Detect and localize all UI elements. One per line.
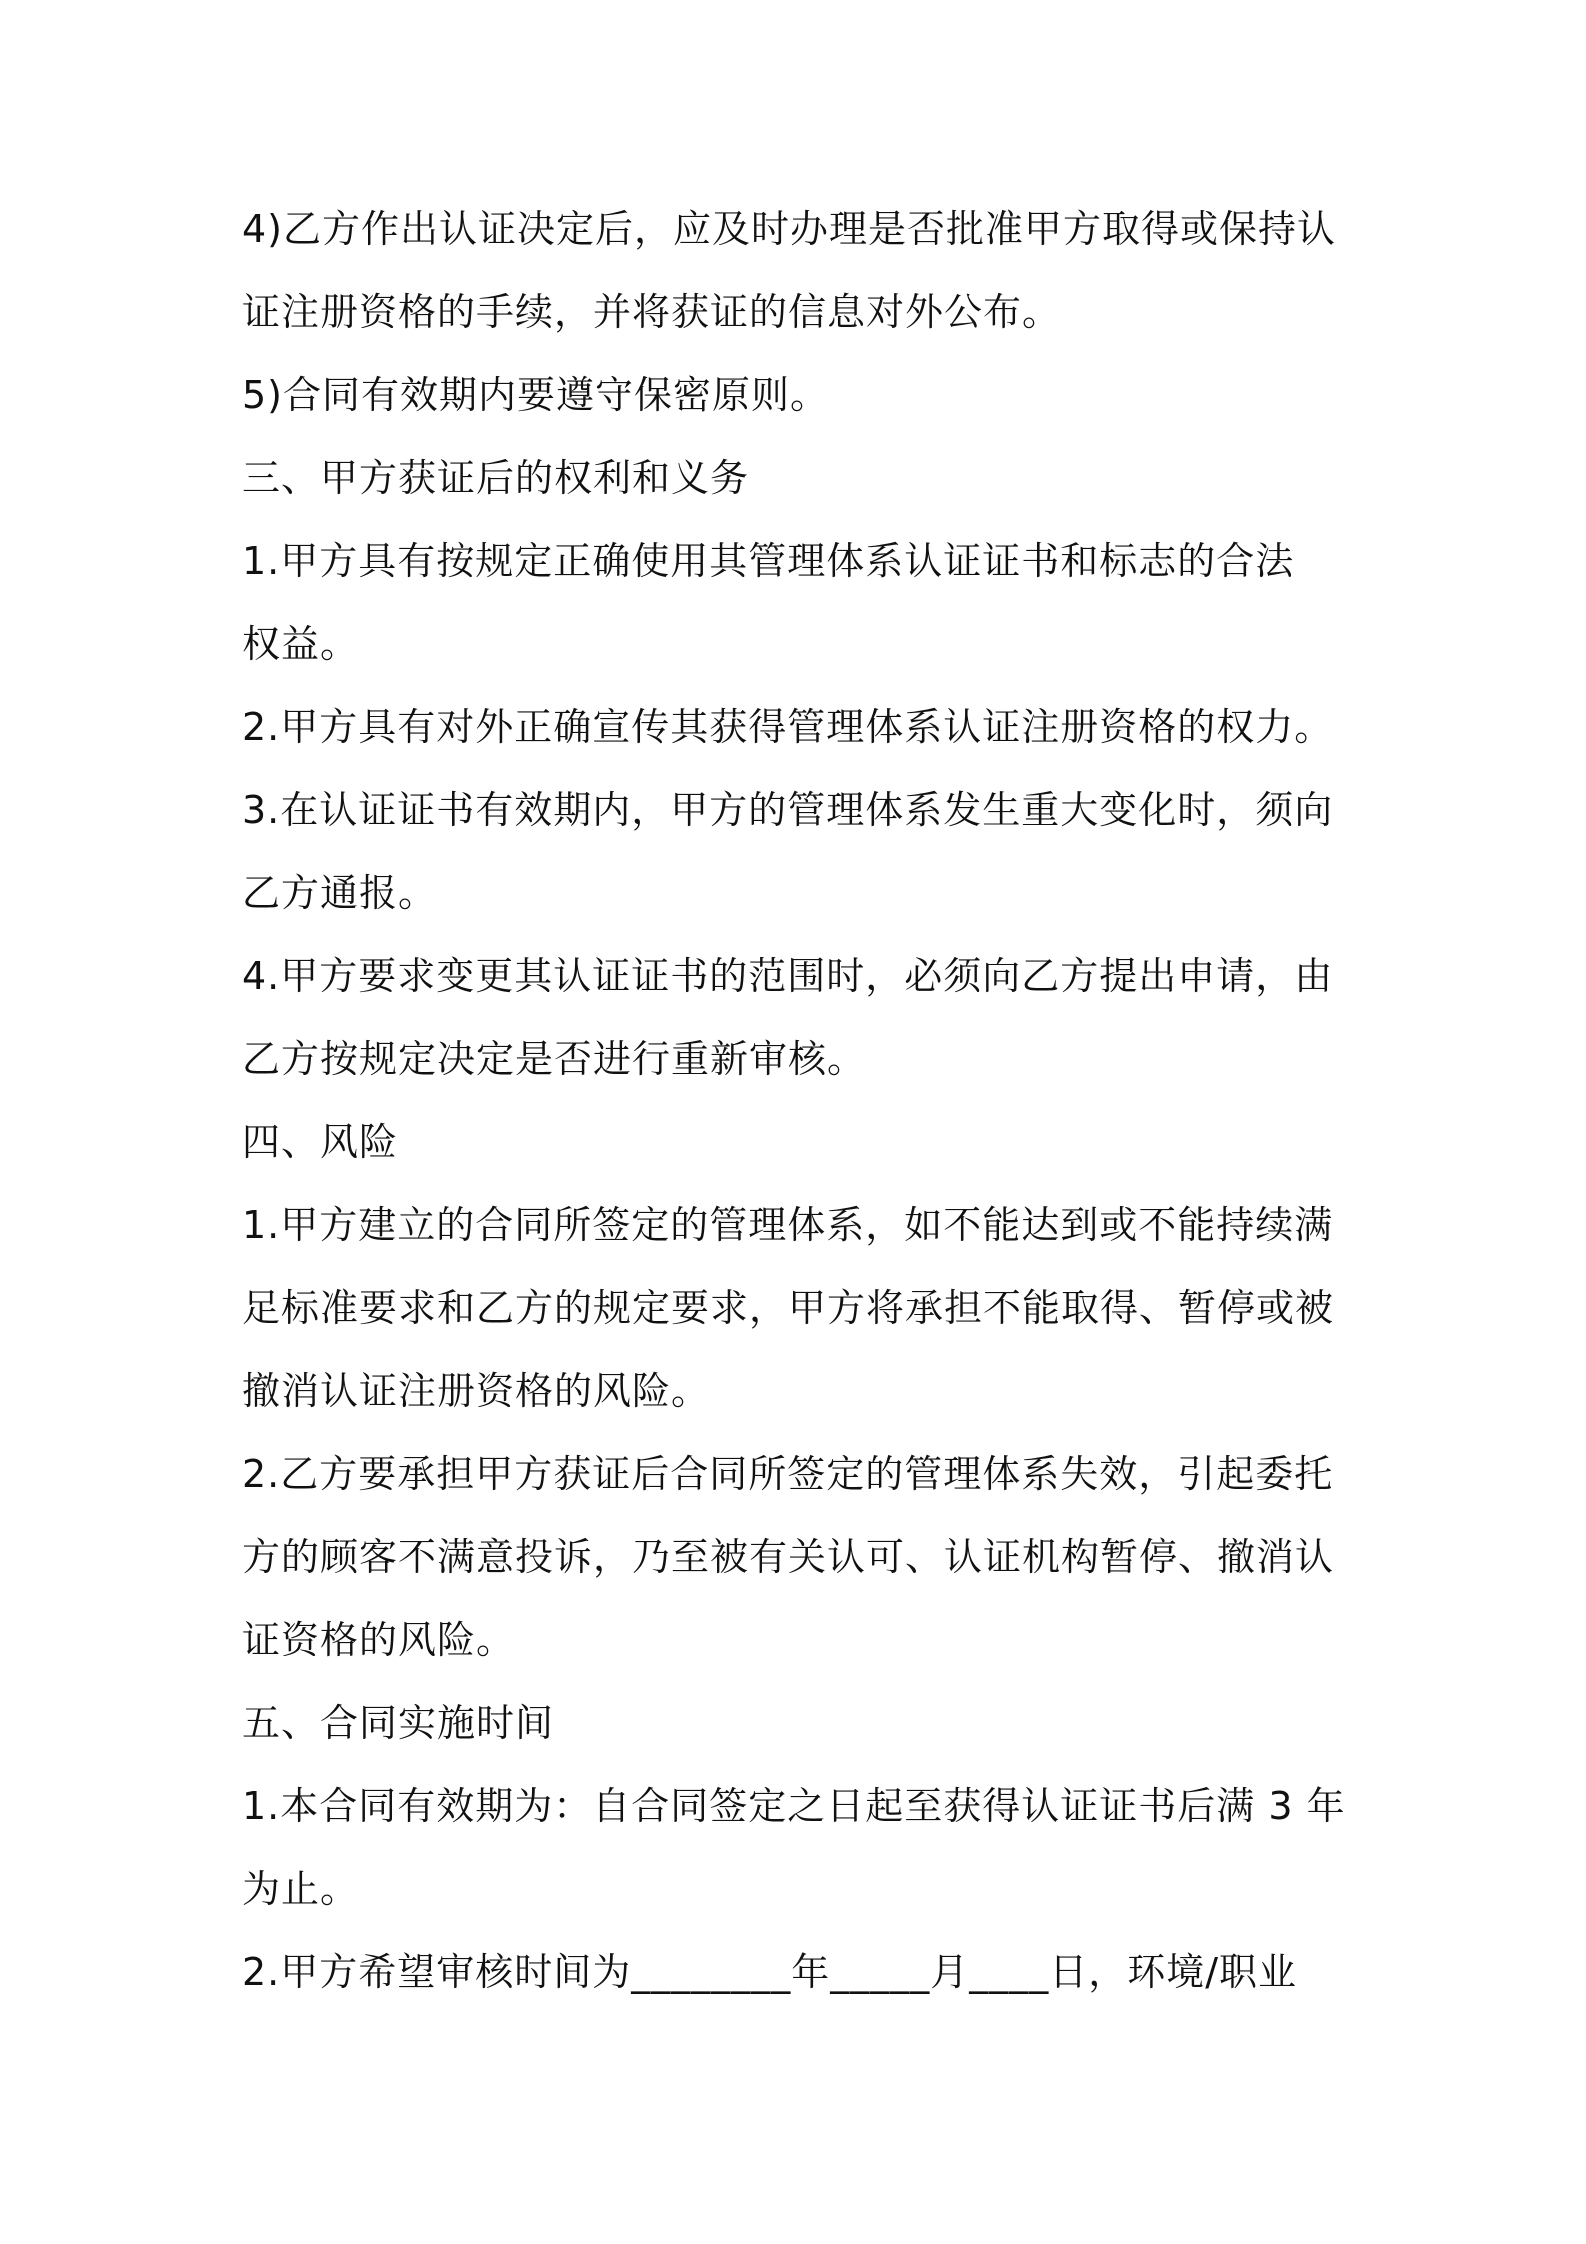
text-line-9: 乙方通报。 — [242, 871, 438, 915]
text-line-17: 方的顾客不满意投诉，乃至被有关认可、认证机构暂停、撤消认 — [242, 1535, 1335, 1579]
text-line-14: 足标准要求和乙方的规定要求，甲方将承担不能取得、暂停或被 — [242, 1286, 1335, 1330]
section-heading-4: 四、风险 — [242, 1120, 399, 1164]
text-line-21: 为止。 — [242, 1867, 360, 1911]
document-body — [242, 188, 1362, 2014]
text-line-5: 1.甲方具有按规定正确使用其管理体系认证证书和标志的合法 — [242, 539, 1295, 583]
section-heading-3: 三、甲方获证后的权利和义务 — [242, 456, 750, 500]
section-heading-5: 五、合同实施时间 — [242, 1701, 555, 1745]
text-line-3: 5)合同有效期内要遵守保密原则。 — [242, 373, 830, 417]
text-line-18: 证资格的风险。 — [242, 1618, 516, 1662]
text-line-15: 撤消认证注册资格的风险。 — [242, 1369, 711, 1413]
text-line-16: 2.乙方要承担甲方获证后合同所签定的管理体系失效，引起委托 — [242, 1452, 1334, 1496]
text-line-2: 证注册资格的手续，并将获证的信息对外公布。 — [242, 290, 1062, 334]
text-line-7: 2.甲方具有对外正确宣传其获得管理体系认证注册资格的权力。 — [242, 705, 1334, 749]
text-line-6: 权益。 — [242, 622, 360, 666]
text-line-8: 3.在认证证书有效期内，甲方的管理体系发生重大变化时，须向 — [242, 788, 1334, 832]
text-line-22: 2.甲方希望审核时间为________年_____月____日，环境/职业 — [242, 1950, 1298, 1994]
text-line-10: 4.甲方要求变更其认证证书的范围时，必须向乙方提出申请，由 — [242, 954, 1334, 998]
text-line-13: 1.甲方建立的合同所签定的管理体系，如不能达到或不能持续满 — [242, 1203, 1334, 1247]
text-line-1: 4)乙方作出认证决定后，应及时办理是否批准甲方取得或保持认 — [242, 207, 1337, 251]
text-line-11: 乙方按规定决定是否进行重新审核。 — [242, 1037, 867, 1081]
text-line-20: 1.本合同有效期为：自合同签定之日起至获得认证证书后满 3 年 — [242, 1784, 1346, 1828]
